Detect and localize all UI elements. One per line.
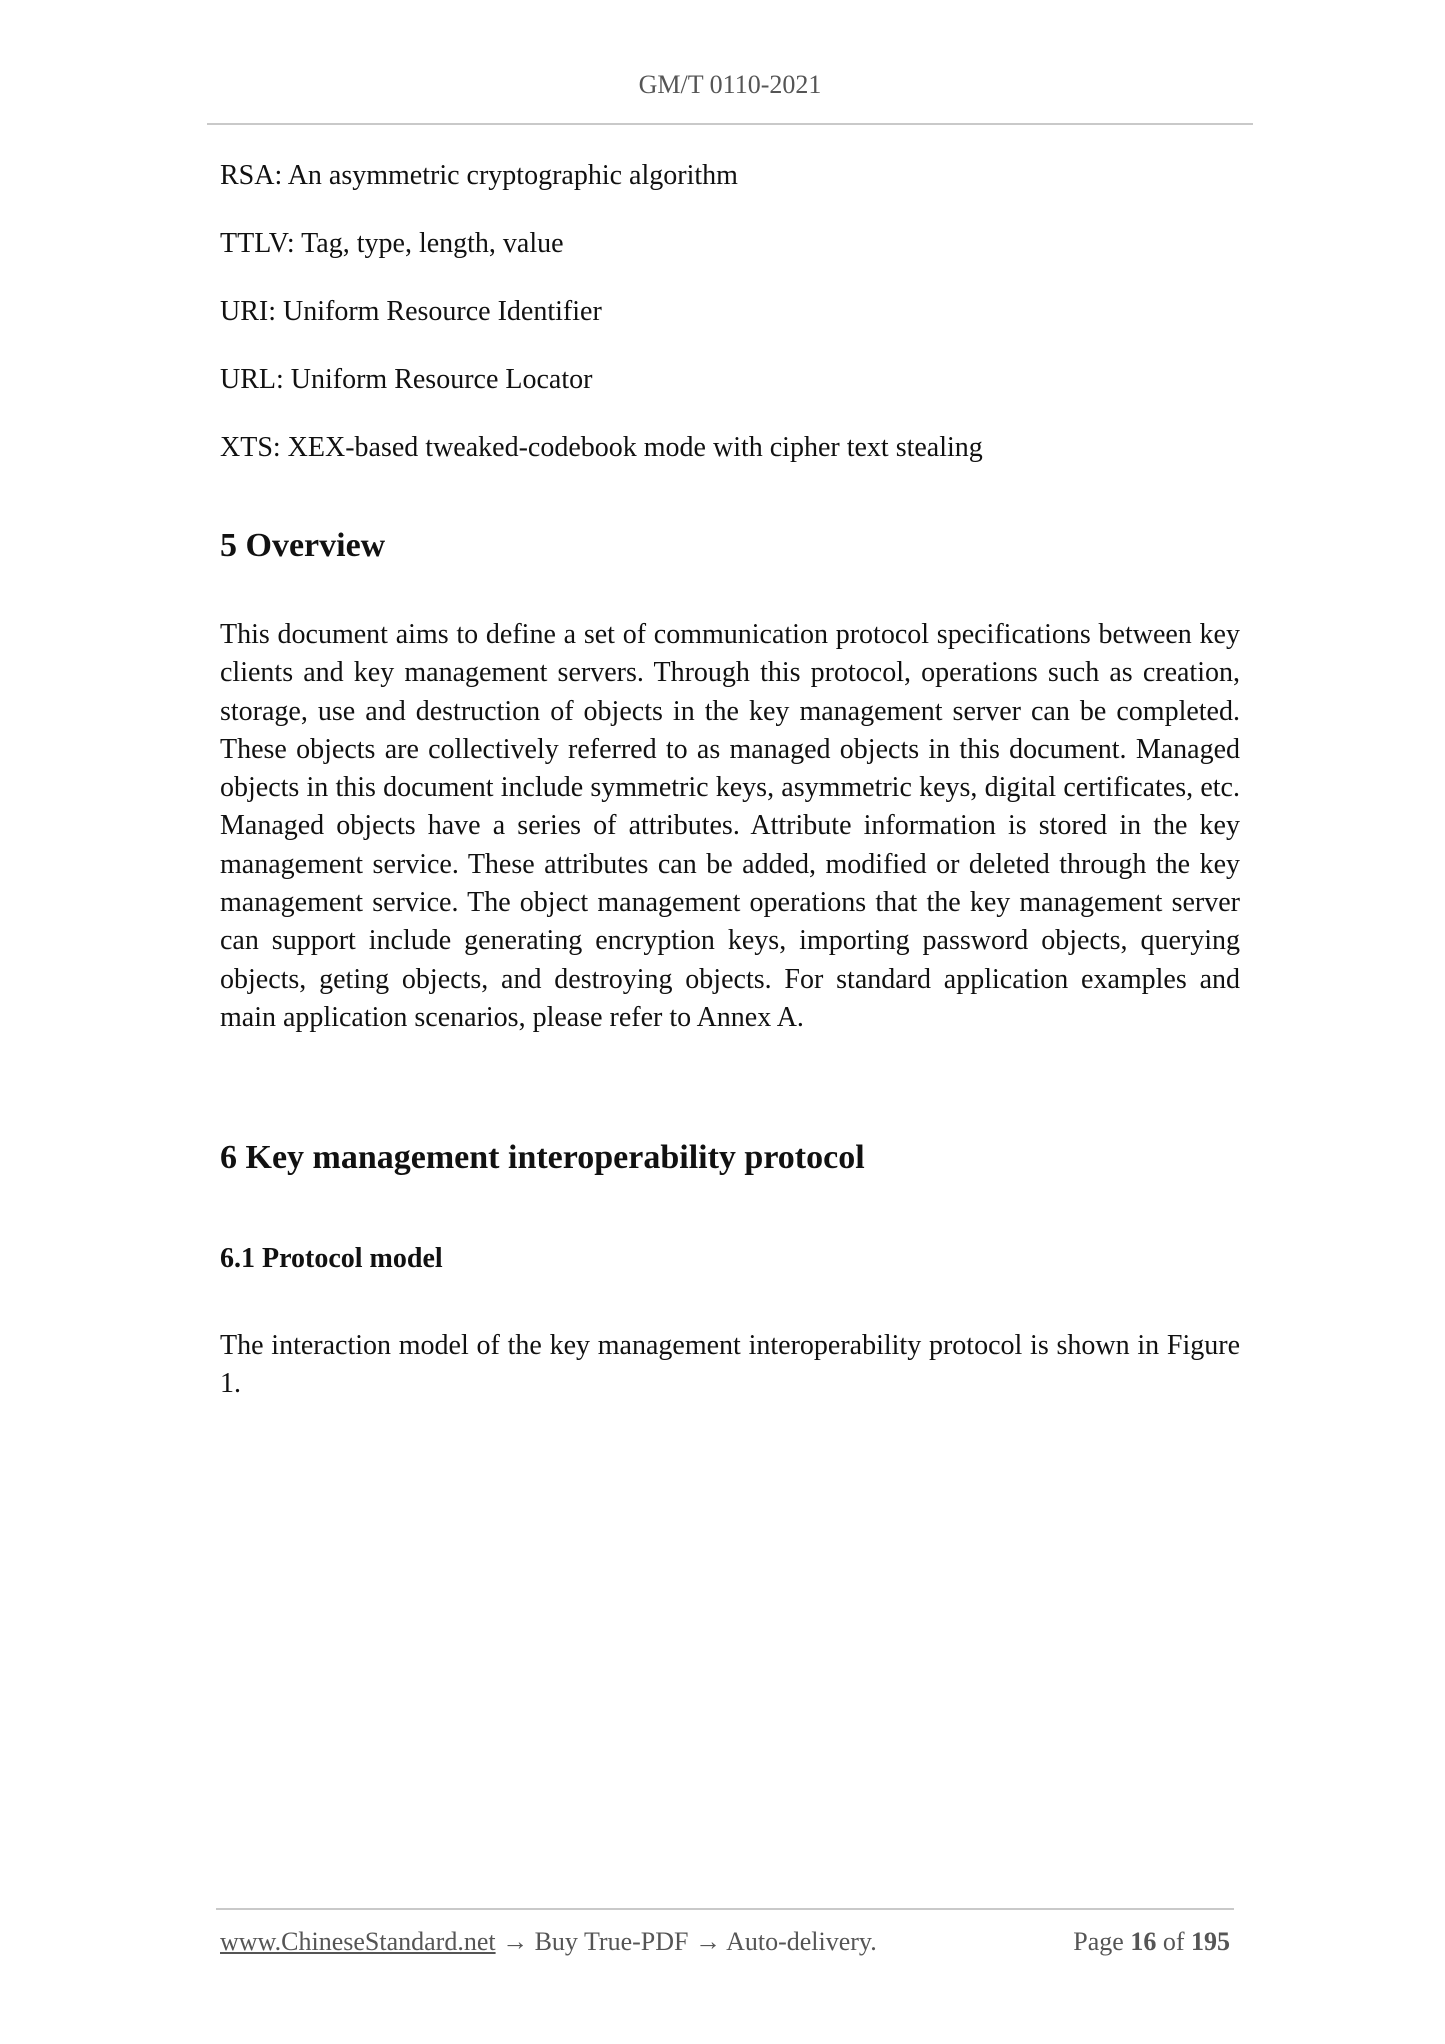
page-number: 16 — [1130, 1927, 1157, 1956]
abbreviation-uri: URI: Uniform Resource Identifier — [220, 296, 602, 327]
buy-true-pdf-text: Buy True-PDF — [534, 1927, 689, 1956]
arrow-right-icon: → — [695, 1927, 721, 1956]
abbreviation-rsa: RSA: An asymmetric cryptographic algorithm — [220, 160, 738, 191]
auto-delivery-text: Auto-delivery. — [726, 1927, 877, 1956]
page-total: 195 — [1191, 1927, 1230, 1956]
abbreviation-list — [220, 156, 1240, 496]
page-indicator — [1073, 1924, 1230, 1960]
section-6-1-heading: 6.1 Protocol model — [220, 1243, 443, 1274]
section-6-heading: 6 Key management interoperability protocol — [220, 1139, 865, 1176]
of-label: of — [1162, 1927, 1185, 1956]
header-divider — [207, 123, 1253, 125]
footer-divider — [216, 1908, 1234, 1910]
arrow-right-icon: → — [502, 1927, 529, 1956]
section-6-1-paragraph: The interaction model of the key management interoperability protocol is shown in Figure 1. — [220, 1330, 1240, 1400]
abbreviation-xts: XTS: XEX-based tweaked-codebook mode with cipher text stealing — [220, 432, 983, 463]
section-5-paragraph: This document aims to define a set of communication protocol specifications between key clients and key management servers. Through this protocol, operations such as creation, storage, use and destruction of objects in the key management server can be completed. These objects are collectively referred to as managed objects in this document. Managed objects in this document include symmetric keys, asymmetric keys, digital certificates, etc. Managed objects have a series of attributes. Attribute information is stored in the key management service. These attributes can be added, modified or deleted through the key management service. The object management operations that the key management server can support include generating encryption keys, importing password objects, querying objects, geting objects, and destroying objects. For standard application examples and main application scenarios, please refer to Annex A. — [220, 619, 1240, 1033]
page-label: Page — [1073, 1927, 1124, 1956]
page-header-doc-id: GM/T 0110-2021 — [638, 70, 822, 99]
section-5-heading: 5 Overview — [220, 527, 386, 564]
abbreviation-ttlv: TTLV: Tag, type, length, value — [220, 228, 564, 259]
page-footer — [220, 1924, 1230, 1960]
chinese-standard-link[interactable]: www.ChineseStandard.net — [220, 1927, 496, 1956]
abbreviation-url: URL: Uniform Resource Locator — [220, 364, 593, 395]
